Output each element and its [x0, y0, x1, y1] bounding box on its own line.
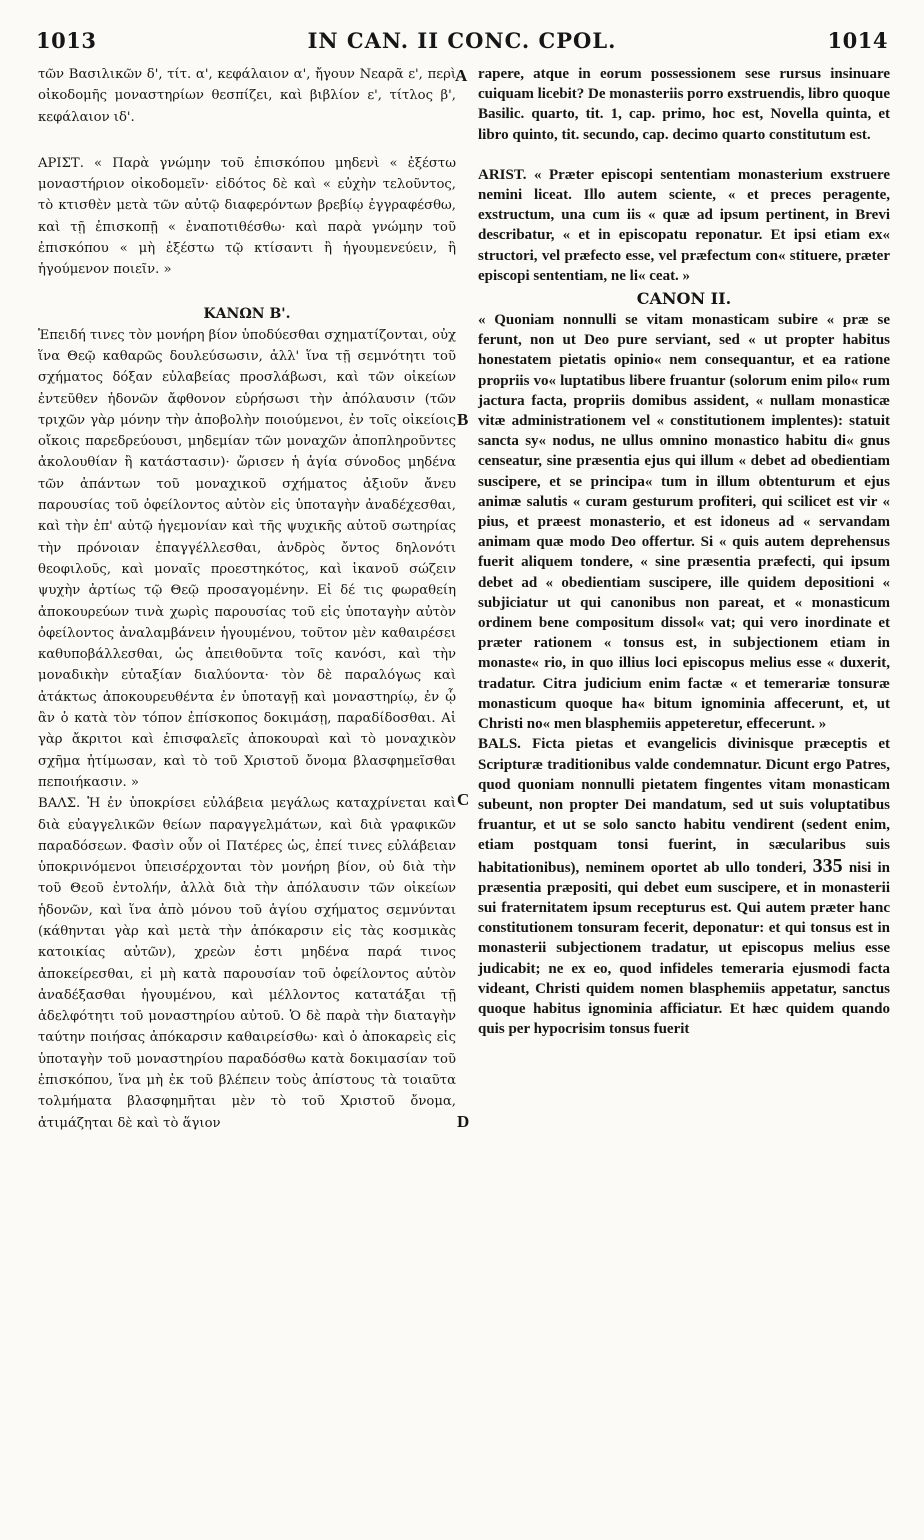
latin-canon-title: CANON II.: [636, 289, 732, 309]
latin-arist-comment: ARIST. « Præter episcopi sententiam monasterium exstruere nemini liceat. Illo autem sciente, « et preces peragente, exstructum, una cum iis « quæ ad ipsum pertinent, in Brevi describatur, « et in episcopatu reponatur. Et ipsi etiam ex« structori, vel præfecto esse, vel præfectum con« stituere, præter episcopi sententiam, ne li« ceat. »: [478, 166, 890, 284]
latin-column: [478, 64, 890, 1039]
greek-canon-text: Ἐπειδή τινες τὸν μονήρη βίον ὑποδύεσθαι σχηματίζονται, οὐχ ἵνα Θεῷ καθαρῶς δουλεύσωσιν, ἀλλ' ἵνα τῇ σεμνότητι τοῦ σχήματος δόξαν εὐλαβείας προσλάβωσι, καὶ τῶν οἰκείων ἐντεῦθεν ἡδονῶν ἄφθονον εὑρήσωσι τὴν ἀπόλαυσιν (τῶν τριχῶν γὰρ μόνην τὴν ἀποβολὴν ποιούμενοι, ἐν τοῖς οἰκείοις οἴκοις παρεδρεύουσι, μηδεμίαν τῶν μοναχῶν ἀποπληροῦντες ἀκολουθίαν ἢ κατάστασιν)· ὥρισεν ἡ ἁγία σύνοδος μηδένα τῶν ἀπάντων τοῦ μοναχικοῦ σχήματος ἀξιοῦν ἄνευ παρουσίας τοῦ ὀφείλοντος αὐτὸν εἰς ὑποταγὴν ἀναδέχεσθαι, καὶ τὴν ἐπ' αὐτῷ ἡγεμονίαν καὶ τῆς ψυχικῆς αὐτοῦ σωτηρίας τὴν πρόνοιαν ἐπαγγέλλεσθαι, ἀνδρὸς ὄντος δηλονότι θεοφιλοῦς, καὶ μοναῖς προεστηκότος, καὶ ἱκανοῦ σώζειν ψυχὴν ἀρτίως τῷ Θεῷ προσαγομένην. Εἰ δέ τις φωραθείη ἀποκουρεύων τινὰ χωρὶς παρουσίας τοῦ εἰς ὑποταγὴν αὐτὸν ὀφείλοντος ἀναλαμβάνειν ἡγουμένου, τοῦτον μὲν καθαιρέσει καθυποβάλλεσθαι, ὡς ἀπειθοῦντα τοῖς κανόσι, καὶ τὴν μοναδικὴν εὐταξίαν διαλύοντα· τὸν δὲ παραλόγως καὶ ἀτάκτως ἀποκουρευθέντα ἐν ὑποταγῇ καὶ μοναστηρίῳ, ἐν ᾧ ἂν ὁ κατὰ τὸν τόπον ἐπίσκοπος δοκιμάσῃ, παραδίδοσθαι. Αἱ γὰρ ἄκριτοι καὶ ἐπισφαλεῖς ἀποκουραὶ καὶ τὸ μοναχικὸν σχῆμα ἠτίμωσαν, καὶ τὸ τοῦ Χριστοῦ ὄνομα βλασφημεῖσθαι πεποιήκασιν. »: [38, 327, 456, 790]
latin-canon-text: « Quoniam nonnulli se vitam monasticam subire « præ se ferunt, non ut Deo pure serviant, sed « ut propter habitus honestatem pietatis opinio« nem consequantur, et ea ratione propriis vo« luptatibus libere fruantur (solorum enim pilo« rum jactura facta, propriis domibus assident, « nullam monasticæ vitæ administrationem vel « constitutionem implentes): statuit sancta sy« nodus, ne ullus omnino monastico habitu di« gnus censeatur, sine præsentia ejus qui illum « debet ad obedientiam suscipere, et se principa« tum in illum obtenturum et ejus animæ salutis « curam gesturum profiteri, qui scilicet est vir « pius, et præest monasterio, et est idoneus ad « servandam animam quæ modo Deo offertur. Si « quis autem deprehensus fuerit aliquem tondere, « sine præsentia præfecti, qui ipsum debet ad « obedientiam suscipere, ille quidem depositioni « subjiciatur ut qui canonibus non pareat, et « monasticum ordinem bene compositum dissol« vat; qui vero inordinate et præter rationem « tonsus est, in subjectionem etiam in monaste« rio, in quo illius loci episcopus melius esse « duxerit, tradatur. Citra judicium enim factæ « et temerariæ tonsuræ monasticum quoque ha« bitum ignominia affecerunt, et, ut Christi no« men blasphemiis appeteretur, effecerunt. »: [478, 312, 890, 733]
running-title: IN CAN. II CONC. CPOL.: [307, 28, 617, 53]
running-header: [36, 28, 888, 62]
latin-bals-part-2: nisi in præsentia præpositi, qui debet eum suscipere, et in monasterii sui fraternitatem ipsum recepturus est. Qui autem præter hanc constitutionem tonsuram fecerit, deponatur: et qui tonsus est in monasterii subjectionem tradatur, ut episcopus melius esse judicabit; ne ex eo, quod infideles temeraria ejusmodi facta videant, Christi quidem nomen blasphemiis appetatur, sanctus quoque habitus ignominia afficiatur. Et hæc quidem quando quis per hypocrisim tonsus fuerit: [478, 859, 891, 1038]
greek-bals-comment: ΒΑΛΣ. Ἡ ἐν ὑποκρίσει εὐλάβεια μεγάλως καταχρίνεται καὶ διὰ εὐαγγελικῶν θείων παραγγελμάτων, καὶ διὰ γραφικῶν παραδόσεων. Φασὶν οὖν οἱ Πατέρες ὡς, ἐπεί τινες εὐλάβειαν ὑποκρινόμενοι ὑπεισέρχονται τὸν μονήρη βίον, οὐ διὰ τὴν τοῦ Θεοῦ ἐντολήν, ἀλλὰ διὰ τὴν ἀπόλαυσιν τῶν οἰκείων ἡδονῶν, καὶ ἵνα ἀπὸ μόνου τοῦ ἁγίου σχήματος σεμνύνται (κάθηνται γὰρ καὶ μετὰ τὴν ἀπόκαρσιν εἰς τὰς κοσμικὰς κατοικίας αὐτῶν), χρεὼν ἐστι μηδένα παρά τινος ἀποκείρεσθαι, εἰ μὴ κατὰ παρουσίαν τοῦ ὀφείλοντος αὐτὸν ἀναδέξασθαι ἡγουμένου, καὶ μέλλοντος κατατάξαι τῇ ἀδελφότητι τοῦ μοναστηρίου αὐτοῦ. Ὁ δὲ παρὰ τὴν διαταγὴν ταύτην ποιήσας ἀπόκαρσιν καθαιρείσθω· καὶ ὁ ἀποκαρεὶς εἰς ὑποταγὴν τοῦ μοναστηρίου παραδόσθω κατὰ δοκιμασίαν τοῦ ἐπισκόπου, ἵνα μὴ ἐκ τοῦ βλέπειν τοὺς ἀπίστους τὰ τοιαῦτα τολμήματα βλασφημῆται μὲν τὸ τοῦ Χριστοῦ ὄνομα, ἀτιμάζηται δὲ καὶ τὸ ἅγιον: [38, 796, 456, 1131]
margin-marker-d: D: [457, 1112, 470, 1131]
greek-intro: τῶν Βασιλικῶν δ', τίτ. α', κεφάλαιον α', ἤγουν Νεαρᾶ ε', περὶ οἰκοδομῆς μοναστηρίων θεσπίζει, καὶ βιβλίον ε', τίτλος β', κεφάλαιον ιδ'.: [38, 67, 456, 125]
inline-page-number: 335: [812, 854, 843, 877]
greek-column: [38, 64, 456, 1134]
page-number-left: 1013: [36, 28, 97, 53]
latin-bals-comment: [478, 734, 890, 1039]
margin-marker-b: B: [457, 410, 469, 429]
latin-intro: rapere, atque in eorum possessionem sese rursus insinuare cuiquam licebit? De monasteriis porro exstruendis, libro quoque Basilic. quarto, tit. 1, cap. primo, hoc est, Novella quinta, et libro quinto, tit. secundo, cap. decimo quarto constitutum est.: [478, 66, 890, 143]
greek-arist-comment: ΑΡΙΣΤ. « Παρὰ γνώμην τοῦ ἐπισκόπου μηδενὶ « ἐξέστω μοναστήριον οἰκοδομεῖν· εἰδότος δὲ καὶ « εὐχὴν τελοῦντος, τὸ κτισθὲν μετὰ τῶν αὐτῷ διαφερόντων βρεβίῳ ἐγγραφέσθω, καὶ τῇ ἐπισκοπῇ « ἐναποτιθέσθω· καὶ παρὰ γνώμην τοῦ ἐπισκόπου « μὴ ἐξέστω τῷ κτίσαντι ἢ ἡγουμενεύειν, ἢ ἡγούμενον ποιεῖν. »: [38, 155, 456, 278]
margin-marker-a: A: [455, 66, 468, 85]
latin-bals-part-1: BALS. Ficta pietas et evangelicis divinisque præceptis et Scripturæ traditionibus valde condemnatur. Dicunt ergo Patres, quod quoniam nonnulli pietatem fingentes vitam monasticam subeunt, non propter Dei mandatum, sed ut suis voluptatibus fruantur, et ut se solo sancto habitu vendirent (sedent enim, etiam postquam tonsi fuerint, in sæcularibus suis habitationibus), neminem oportet ab ullo tonderi,: [478, 736, 890, 876]
margin-marker-c: C: [457, 790, 470, 809]
greek-canon-title: ΚΑΝΩΝ Β'.: [203, 305, 291, 322]
page-number-right: 1014: [827, 28, 888, 53]
